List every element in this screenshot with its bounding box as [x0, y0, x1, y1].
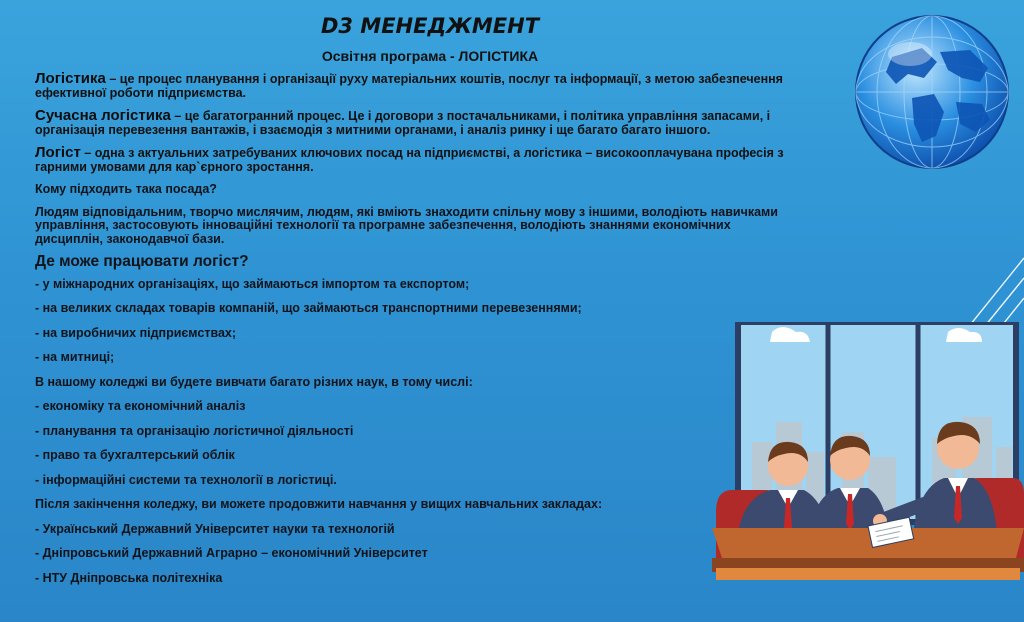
question-text: Кому підходить така посада? — [35, 182, 217, 196]
globe-icon — [852, 12, 1012, 172]
definition-term: Логістика — [35, 70, 106, 87]
definition-term: Сучасна логістика — [35, 107, 171, 124]
definition-text: – це процес планування і організації руху матеріальних коштів, послуг та інформації, з метою забезпечення ефективної роботи підприємства. — [35, 72, 783, 100]
definition-logistics — [35, 72, 795, 100]
definition-term: Логіст — [35, 144, 81, 161]
study-item: - планування та організацію логістичної діяльності — [35, 423, 354, 438]
study-item: - інформаційні системи та технології в логістиці. — [35, 472, 337, 487]
workplaces-heading: Де може працювати логіст? — [35, 253, 249, 270]
business-meeting-illustration — [712, 322, 1024, 582]
workplace-item: - на митниці; — [35, 350, 115, 364]
workplace-item: - у міжнародних організаціях, що займаються імпортом та експортом; — [35, 276, 470, 291]
study-item: - право та бухгалтерський облік — [35, 448, 235, 462]
studies-intro: В нашому коледжі ви будете вивчати багато різних наук, в тому числі: — [35, 374, 473, 389]
page-title: D3 МЕНЕДЖМЕНТ — [320, 14, 540, 38]
university-item: - Український Державний Університет науки та технологій — [35, 521, 395, 536]
universities-intro: Після закінчення коледжу, ви можете продовжити навчання у вищих навчальних закладах: — [35, 497, 603, 511]
definition-modern-logistics — [35, 109, 795, 137]
answer-text: Людям відповідальним, творчо мислячим, людям, які вміють знаходити спільну мову з іншими, володіють навичками управління, застосовують інноваційні технології та програмне забезпечення, володіють знаннями економічних дисциплін, законодавчої бази. — [35, 204, 778, 246]
workplace-item: - на виробничих підприємствах; — [35, 325, 237, 340]
university-item: - НТУ Дніпровська політехніка — [35, 570, 223, 585]
university-item: - Дніпровський Державний Аграрно – економічний Університет — [35, 546, 428, 560]
definition-logist — [35, 146, 795, 174]
page-subtitle: Освітня програма - ЛОГІСТИКА — [321, 48, 539, 64]
definition-text: – одна з актуальних затребуваних ключових посад на підприємстві, а логістика – високооплачувана професія з гарними умовами для кар`єрного зростання. — [35, 146, 784, 174]
study-item: - економіку та економічний аналіз — [35, 399, 246, 413]
workplace-item: - на великих складах товарів компаній, що займаються транспортними перевезеннями; — [35, 301, 582, 315]
definition-text: – це багатогранний процес. Це і договори з постачальниками, і політика управління запасами, і організація перевезення вантажів, і взаємодія з митними органами, і аналіз ринку і ще багато багато іншого. — [35, 109, 771, 137]
content-area — [35, 72, 795, 596]
